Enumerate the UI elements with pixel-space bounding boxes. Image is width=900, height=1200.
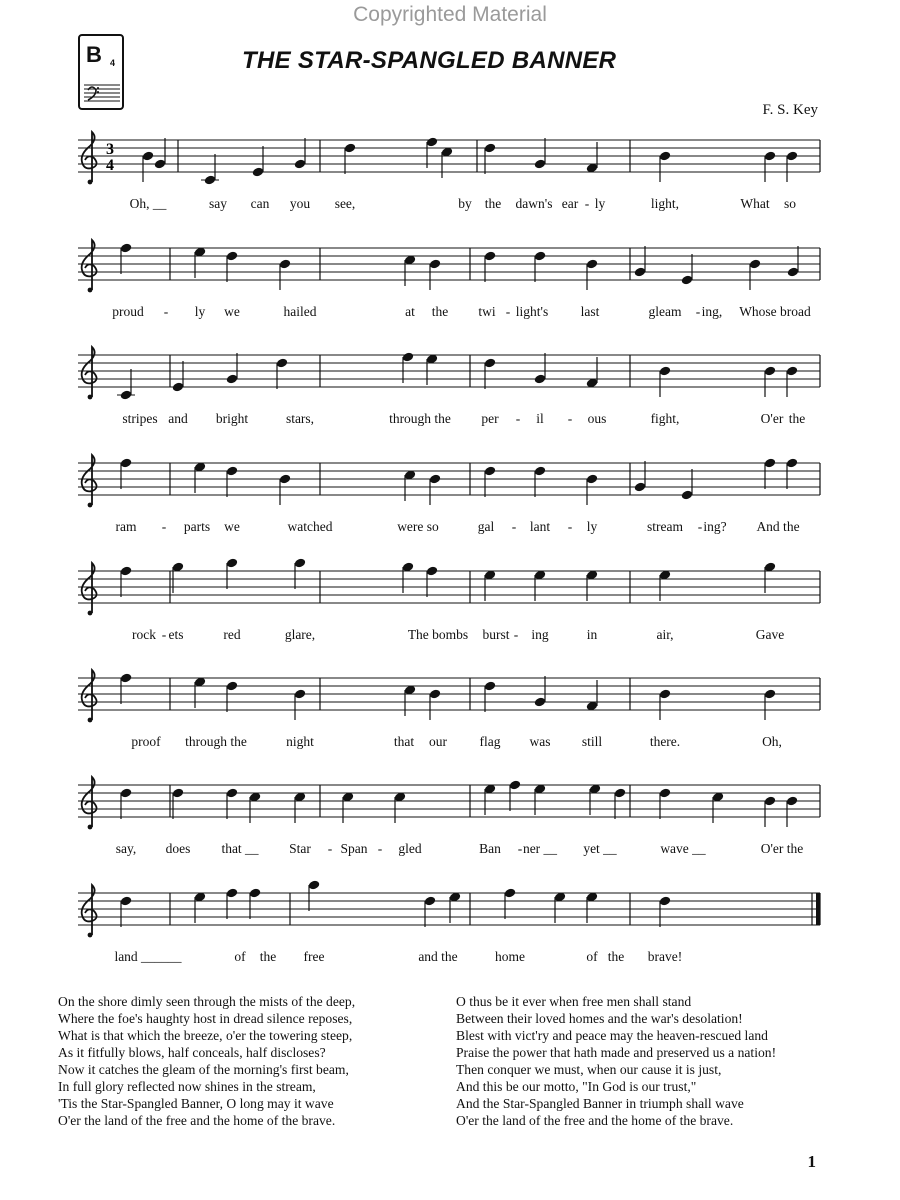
note (429, 689, 442, 720)
lyric-syllable: we (224, 304, 240, 319)
note (659, 570, 672, 601)
note (504, 888, 517, 919)
lyric-syllable: Oh, __ (129, 196, 167, 211)
note (226, 558, 239, 589)
time-signature-top: 3 (106, 141, 114, 158)
verse-block-right (456, 993, 776, 1129)
lyric-syllable: Oh, (762, 734, 782, 749)
lyric-syllable: - (697, 519, 703, 534)
lyric-syllable: you (289, 196, 311, 211)
lyric-syllable: - (327, 841, 333, 856)
lyric-syllable: the (788, 411, 806, 426)
note (484, 784, 497, 815)
lyric-syllable: through the (185, 734, 247, 749)
lyric-syllable: through the (389, 411, 451, 426)
lyric-syllable: ous (587, 411, 607, 426)
lyric-syllable: - (517, 841, 523, 856)
lyric-syllable: hailed (283, 304, 317, 319)
note (426, 137, 439, 168)
lyric-syllable: there. (649, 734, 681, 749)
lyric-syllable: stars, (285, 411, 315, 426)
note (404, 255, 417, 286)
note (249, 792, 262, 823)
note (484, 466, 497, 497)
note (786, 366, 799, 397)
note (534, 784, 547, 815)
lyric-syllable: our (429, 734, 447, 749)
note (429, 474, 442, 505)
note (534, 353, 547, 384)
lyric-syllable: Span (340, 841, 368, 856)
note (484, 681, 497, 712)
verse-line: O'er the land of the free and the home of the brave. (58, 1113, 336, 1128)
note (681, 469, 694, 500)
lyric-syllable: in (586, 627, 598, 642)
lyric-syllable: gled (398, 841, 422, 856)
note (634, 461, 647, 492)
note (586, 680, 599, 711)
lyric-syllable: free (303, 949, 325, 964)
note (659, 896, 672, 927)
lyric-syllable: ner __ (522, 841, 558, 856)
verse-line: What is that which the breeze, o'er the towering steep, (58, 1028, 353, 1043)
note (120, 458, 133, 489)
lyric-syllable: by (458, 196, 472, 211)
lyric-syllable: twi (478, 304, 496, 319)
lyric-syllable: gleam (648, 304, 682, 319)
note (659, 366, 672, 397)
lyric-syllable: ear (561, 196, 579, 211)
note (120, 896, 133, 927)
note (294, 792, 307, 823)
lyric-syllable: wave __ (660, 841, 706, 856)
note (142, 151, 155, 182)
note (294, 689, 307, 720)
lyric-syllable: so (783, 196, 797, 211)
verse-line: O thus be it ever when free men shall stand (456, 994, 692, 1009)
note (426, 354, 439, 385)
lyric-syllable: was (529, 734, 551, 749)
lyric-syllable: does (165, 841, 191, 856)
note (201, 154, 219, 185)
lyric-syllable: land ______ (114, 949, 182, 964)
lyric-syllable: say, (115, 841, 137, 856)
verse-line: Where the foe's haughty host in dread silence reposes, (58, 1011, 353, 1026)
lyric-syllable: still (581, 734, 603, 749)
lyric-syllable: the (484, 196, 502, 211)
note (172, 788, 185, 819)
final-barline-thick (816, 893, 820, 925)
lyric-syllable: say (209, 196, 227, 211)
lyric-syllable: light, (650, 196, 680, 211)
note (681, 254, 694, 285)
note (194, 677, 207, 708)
page-number: 1 (807, 1152, 816, 1171)
lyric-syllable: - (513, 627, 519, 642)
lyric-syllable: - (377, 841, 383, 856)
lyric-syllable: - (161, 519, 167, 534)
lyric-syllable: Gave (755, 627, 785, 642)
note (786, 796, 799, 827)
note (154, 138, 167, 169)
note (117, 369, 135, 400)
lyric-syllable: bright (215, 411, 249, 426)
lyric-syllable: And the (756, 519, 800, 534)
lyric-syllable: per (481, 411, 499, 426)
note (659, 151, 672, 182)
note (534, 570, 547, 601)
lyric-syllable: that __ (221, 841, 259, 856)
lyric-syllable: proof (131, 734, 161, 749)
note (172, 562, 185, 593)
lyric-syllable: stream (647, 519, 683, 534)
note (394, 792, 407, 823)
badge-sub: 4 (110, 58, 116, 68)
verse-line: Then conquer we must, when our cause it is just, (456, 1062, 722, 1077)
lyric-syllable: - (161, 627, 167, 642)
note (404, 685, 417, 716)
lyric-syllable: were so (397, 519, 439, 534)
lyric-syllable: ets (168, 627, 184, 642)
lyric-syllable: ly (594, 196, 606, 211)
note (402, 352, 415, 383)
verse-line: On the shore dimly seen through the mists of the deep, (58, 994, 356, 1009)
note (344, 143, 357, 174)
note (194, 462, 207, 493)
music-system-6 (78, 670, 820, 749)
note (786, 458, 799, 489)
note (787, 246, 800, 277)
note (424, 896, 437, 927)
note (404, 470, 417, 501)
note (226, 353, 239, 384)
note (429, 259, 442, 290)
badge-label: B (86, 42, 102, 67)
lyric-syllable: ly (194, 304, 206, 319)
note (509, 780, 522, 811)
lyric-syllable: - (515, 411, 521, 426)
lyric-syllable: rock (132, 627, 156, 642)
lyric-syllable: - (511, 519, 517, 534)
verse-line: And this be our motto, "In God is our trust," (456, 1079, 697, 1094)
lyric-syllable: yet __ (583, 841, 617, 856)
lyric-syllable: the (259, 949, 277, 964)
note (614, 788, 627, 819)
lyric-syllable: ram (115, 519, 137, 534)
lyric-syllable: watched (287, 519, 333, 534)
lyric-syllable: last (580, 304, 600, 319)
music-system-4 (78, 455, 820, 534)
note (586, 570, 599, 601)
verse-line: Praise the power that hath made and preserved us a nation! (456, 1045, 777, 1060)
lyric-syllable: can (250, 196, 270, 211)
note (586, 259, 599, 290)
lyric-syllable: - (567, 519, 573, 534)
note (484, 251, 497, 282)
note (294, 138, 307, 169)
lyric-syllable: - (505, 304, 511, 319)
lyric-syllable: fight, (650, 411, 680, 426)
copyright-watermark: Copyrighted Material (353, 3, 547, 26)
note (252, 146, 265, 177)
lyric-syllable: and the (418, 949, 458, 964)
note (308, 880, 321, 911)
lyric-syllable: and (168, 411, 188, 426)
note (426, 566, 439, 597)
time-signature-bottom: 4 (106, 157, 114, 174)
note (764, 689, 777, 720)
lyric-syllable: parts (183, 519, 211, 534)
music-system-8 (78, 880, 820, 964)
verse-line: O'er the land of the free and the home of the brave. (456, 1113, 734, 1128)
note (441, 147, 454, 178)
lyric-syllable: dawn's (515, 196, 553, 211)
note (749, 259, 762, 290)
note (449, 892, 462, 923)
lyric-syllable: ly (586, 519, 598, 534)
verse-line: In full glory reflected now shines in the stream, (58, 1079, 316, 1094)
note (226, 466, 239, 497)
lyric-syllable: il (536, 411, 544, 426)
lyric-syllable: - (567, 411, 573, 426)
verse-block-left (58, 993, 355, 1129)
lyric-syllable: of (234, 949, 246, 964)
note (764, 562, 777, 593)
note (249, 888, 262, 919)
note (294, 558, 307, 589)
note (342, 792, 355, 823)
lyric-syllable: light's (515, 304, 549, 319)
note (276, 358, 289, 389)
lyric-syllable: Star (289, 841, 311, 856)
note (534, 466, 547, 497)
note (120, 243, 133, 274)
music-system-7 (78, 777, 820, 856)
note (534, 676, 547, 707)
lyric-syllable: ing, (701, 304, 723, 319)
lyric-syllable: the (607, 949, 625, 964)
lyric-syllable: the (431, 304, 449, 319)
song-title: THE STAR-SPANGLED BANNER (242, 47, 617, 74)
lyric-syllable: O'er the (760, 841, 804, 856)
lyric-syllable: stripes (122, 411, 158, 426)
note (226, 681, 239, 712)
note (172, 361, 185, 392)
note (764, 796, 777, 827)
lyric-syllable: What (740, 196, 770, 211)
lyric-syllable: we (224, 519, 240, 534)
note (120, 673, 133, 704)
note (586, 142, 599, 173)
lyric-syllable: red (223, 627, 241, 642)
lyric-syllable: see, (334, 196, 356, 211)
lyric-syllable: lant (529, 519, 551, 534)
note (534, 138, 547, 169)
music-system-1 (78, 132, 820, 211)
lyric-syllable: Ban (479, 841, 501, 856)
note (402, 562, 415, 593)
note (279, 259, 292, 290)
lyric-syllable: brave! (647, 949, 683, 964)
lyric-syllable: gal (477, 519, 495, 534)
note (279, 474, 292, 505)
note (226, 788, 239, 819)
note (120, 566, 133, 597)
lyric-syllable: night (286, 734, 314, 749)
lyric-syllable: flag (479, 734, 501, 749)
note (586, 357, 599, 388)
lyric-syllable: of (586, 949, 598, 964)
note (586, 892, 599, 923)
music-system-2 (78, 240, 820, 319)
lyric-syllable: The bombs (407, 627, 469, 642)
lyric-syllable: home (495, 949, 525, 964)
music-system-5 (78, 558, 820, 642)
note (659, 689, 672, 720)
note (484, 570, 497, 601)
lyric-syllable: glare, (284, 627, 316, 642)
note (634, 246, 647, 277)
note (589, 784, 602, 815)
note (786, 151, 799, 182)
music-system-3 (78, 347, 820, 426)
note (764, 458, 777, 489)
verse-line: Now it catches the gleam of the morning's first beam, (58, 1062, 349, 1077)
lyric-syllable: - (584, 196, 590, 211)
note (120, 788, 133, 819)
note (659, 788, 672, 819)
note (194, 247, 207, 278)
note (484, 358, 497, 389)
lyric-syllable: air, (656, 627, 674, 642)
verse-line: 'Tis the Star-Spangled Banner, O long may it wave (58, 1096, 334, 1111)
lyric-syllable: O'er (760, 411, 784, 426)
lyric-syllable: at (405, 304, 415, 319)
verse-line: Between their loved homes and the war's desolation! (456, 1011, 743, 1026)
lyric-syllable: ing (531, 627, 549, 642)
note (764, 366, 777, 397)
note (534, 251, 547, 282)
note (484, 143, 497, 174)
lyric-syllable: that (393, 734, 415, 749)
note (712, 792, 725, 823)
verse-line: Blest with vict'ry and peace may the heaven-rescued land (456, 1028, 768, 1043)
lyric-syllable: - (695, 304, 701, 319)
note (226, 888, 239, 919)
note (554, 892, 567, 923)
note (586, 474, 599, 505)
composer-credit: F. S. Key (762, 102, 818, 118)
note (194, 892, 207, 923)
lyric-syllable: Whose broad (739, 304, 811, 319)
verse-line: As it fitfully blows, half conceals, half discloses? (58, 1045, 326, 1060)
lyric-syllable: - (163, 304, 169, 319)
verse-line: And the Star-Spangled Banner in triumph shall wave (456, 1096, 744, 1111)
lyric-syllable: ing? (703, 519, 727, 534)
note (226, 251, 239, 282)
lyric-syllable: proud (112, 304, 144, 319)
note (764, 151, 777, 182)
lyric-syllable: burst (482, 627, 510, 642)
